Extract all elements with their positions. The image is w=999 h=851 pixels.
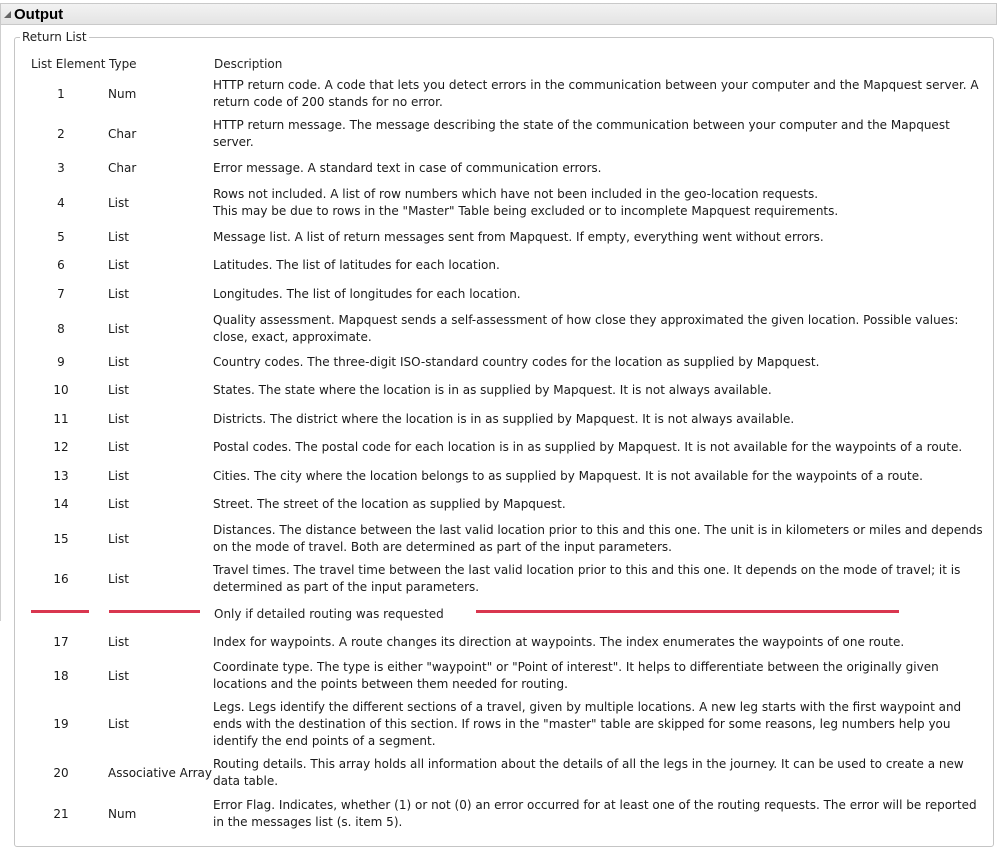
type-cell: List (108, 195, 129, 210)
description-line: Error Flag. Indicates, whether (1) or not (0) an error occurred for at least one of the routing requests. The error will be reported (213, 798, 977, 812)
description-cell (213, 286, 893, 303)
description-line: close, exact, approximate. (213, 330, 372, 344)
description-line: Rows not included. A list of row numbers which have not been included in the geo-location requests. (213, 187, 819, 201)
description-line: determined as part of the input parameters. (213, 580, 480, 594)
description-cell (213, 257, 893, 274)
description-line: Quality assessment. Mapquest sends a self-assessment of how close they approximated the given location. Possible values: (213, 313, 959, 327)
description-line: in the messages list (s. item 5). (213, 815, 403, 829)
type-cell: List (108, 531, 129, 546)
list-element-number: 8 (57, 321, 65, 336)
output-header[interactable] (0, 3, 997, 25)
type-cell: List (108, 230, 129, 244)
description-line: Error message. A standard text in case of communication errors. (213, 161, 602, 175)
description-cell (213, 229, 893, 246)
column-header-list-element: List Element (31, 57, 106, 71)
separator-line-middle (109, 610, 200, 613)
type-cell: List (108, 635, 129, 649)
description-line: Travel times. The travel time between the last valid location prior to this and this one. It depends on the mode of travel; it is (213, 563, 961, 577)
description-line: data table. (213, 774, 279, 788)
list-element-number: 18 (53, 668, 69, 683)
description-cell (213, 699, 962, 750)
type-cell: List (108, 412, 129, 426)
type-cell: Associative Array (108, 765, 212, 780)
list-element-number: 2 (57, 126, 65, 141)
outline-left-rule (0, 25, 1, 621)
description-cell (213, 160, 893, 177)
list-element-number: 17 (53, 635, 69, 649)
list-element-number: 11 (53, 412, 69, 426)
description-cell (213, 312, 959, 346)
separator-line-left (31, 610, 89, 613)
return-list-legend: Return List (22, 30, 87, 44)
type-cell: List (108, 668, 129, 683)
description-line: Distances. The distance between the last valid location prior to this and this one. The unit is in kilometers or miles and depends (213, 523, 983, 537)
description-cell (213, 439, 963, 456)
description-line: Longitudes. The list of longitudes for each location. (213, 287, 521, 301)
list-element-number: 3 (57, 161, 65, 175)
list-element-number: 15 (53, 531, 69, 546)
description-cell (213, 117, 950, 151)
description-line: Country codes. The three-digit ISO-standard country codes for the location as supplied by Mapquest. (213, 355, 820, 369)
list-element-number: 20 (53, 765, 69, 780)
list-element-number: 9 (57, 355, 65, 369)
description-line: This may be due to rows in the "Master" Table being excluded or to incomplete Mapquest requirements. (213, 204, 839, 218)
description-line: States. The state where the location is in as supplied by Mapquest. It is not always available. (213, 383, 772, 397)
description-line: Message list. A list of return messages sent from Mapquest. If empty, everything went without errors. (213, 230, 824, 244)
description-cell (213, 411, 893, 428)
type-cell: List (108, 571, 129, 586)
description-line: Coordinate type. The type is either "waypoint" or "Point of interest". It helps to differentiate between the originally given (213, 660, 939, 674)
list-element-number: 10 (53, 383, 69, 397)
description-cell (213, 77, 979, 111)
description-line: Street. The street of the location as supplied by Mapquest. (213, 497, 566, 511)
description-cell (213, 354, 893, 371)
description-cell (213, 186, 893, 220)
description-cell (213, 562, 961, 596)
list-element-number: 12 (53, 440, 69, 454)
description-cell (213, 496, 893, 513)
description-line: ends with the destination of this section. If rows in the "master" table are skipped for some reasons, leg numbers help you (213, 717, 951, 731)
type-cell: List (108, 383, 129, 397)
type-cell: List (108, 469, 129, 483)
type-cell: List (108, 717, 129, 731)
description-line: locations and the points between them needed for routing. (213, 677, 568, 691)
disclosure-triangle-icon[interactable] (4, 11, 11, 18)
type-cell: List (108, 258, 129, 272)
column-header-description: Description (214, 57, 283, 71)
list-element-number: 16 (53, 571, 69, 586)
type-cell: Num (108, 806, 137, 821)
type-cell: Char (108, 126, 137, 141)
description-line: server. (213, 135, 254, 149)
description-line: Index for waypoints. A route changes its direction at waypoints. The index enumerates the waypoints of one route. (213, 635, 905, 649)
description-cell (213, 659, 939, 693)
type-cell: Char (108, 161, 137, 175)
description-cell (213, 522, 983, 556)
list-element-number: 14 (53, 497, 69, 511)
list-element-number: 5 (57, 230, 65, 244)
type-cell: List (108, 321, 129, 336)
list-element-number: 13 (53, 469, 69, 483)
type-cell: List (108, 355, 129, 369)
description-line: HTTP return message. The message describing the state of the communication between your computer and the Mapquest (213, 118, 950, 132)
description-line: Latitudes. The list of latitudes for each location. (213, 258, 500, 272)
type-cell: Num (108, 86, 137, 101)
list-element-number: 6 (57, 258, 65, 272)
list-element-number: 19 (53, 717, 69, 731)
separator-line-right (476, 610, 899, 613)
type-cell: List (108, 287, 129, 301)
list-element-number: 1 (57, 86, 65, 101)
list-element-number: 7 (57, 287, 65, 301)
list-element-number: 4 (57, 195, 65, 210)
description-cell (213, 468, 923, 485)
output-title: Output (14, 5, 64, 23)
description-cell (213, 797, 977, 831)
description-line: Cities. The city where the location belongs to as supplied by Mapquest. It is not available for the waypoints of a route. (213, 469, 923, 483)
description-line: return code of 200 stands for no error. (213, 95, 443, 109)
description-line: Legs. Legs identify the different sections of a travel, given by multiple locations. A new leg starts with the first waypoint and (213, 700, 962, 714)
type-cell: List (108, 497, 129, 511)
description-cell (213, 382, 893, 399)
description-line: Districts. The district where the location is in as supplied by Mapquest. It is not always available. (213, 412, 795, 426)
description-line: Routing details. This array holds all information about the details of all the legs in the journey. It can be used to create a new (213, 757, 964, 771)
description-cell (213, 756, 964, 790)
description-line: identify the end points of a segment. (213, 734, 436, 748)
type-cell: List (108, 440, 129, 454)
description-line: HTTP return code. A code that lets you detect errors in the communication between your computer and the Mapquest server. A (213, 78, 979, 92)
description-line: on the mode of travel. Both are determined as part of the input parameters. (213, 540, 672, 554)
description-cell (213, 634, 905, 651)
separator-label: Only if detailed routing was requested (214, 607, 444, 621)
description-line: Postal codes. The postal code for each location is in as supplied by Mapquest. It is not available for the waypoints of a route. (213, 440, 963, 454)
list-element-number: 21 (53, 806, 69, 821)
column-header-type: Type (109, 57, 137, 71)
